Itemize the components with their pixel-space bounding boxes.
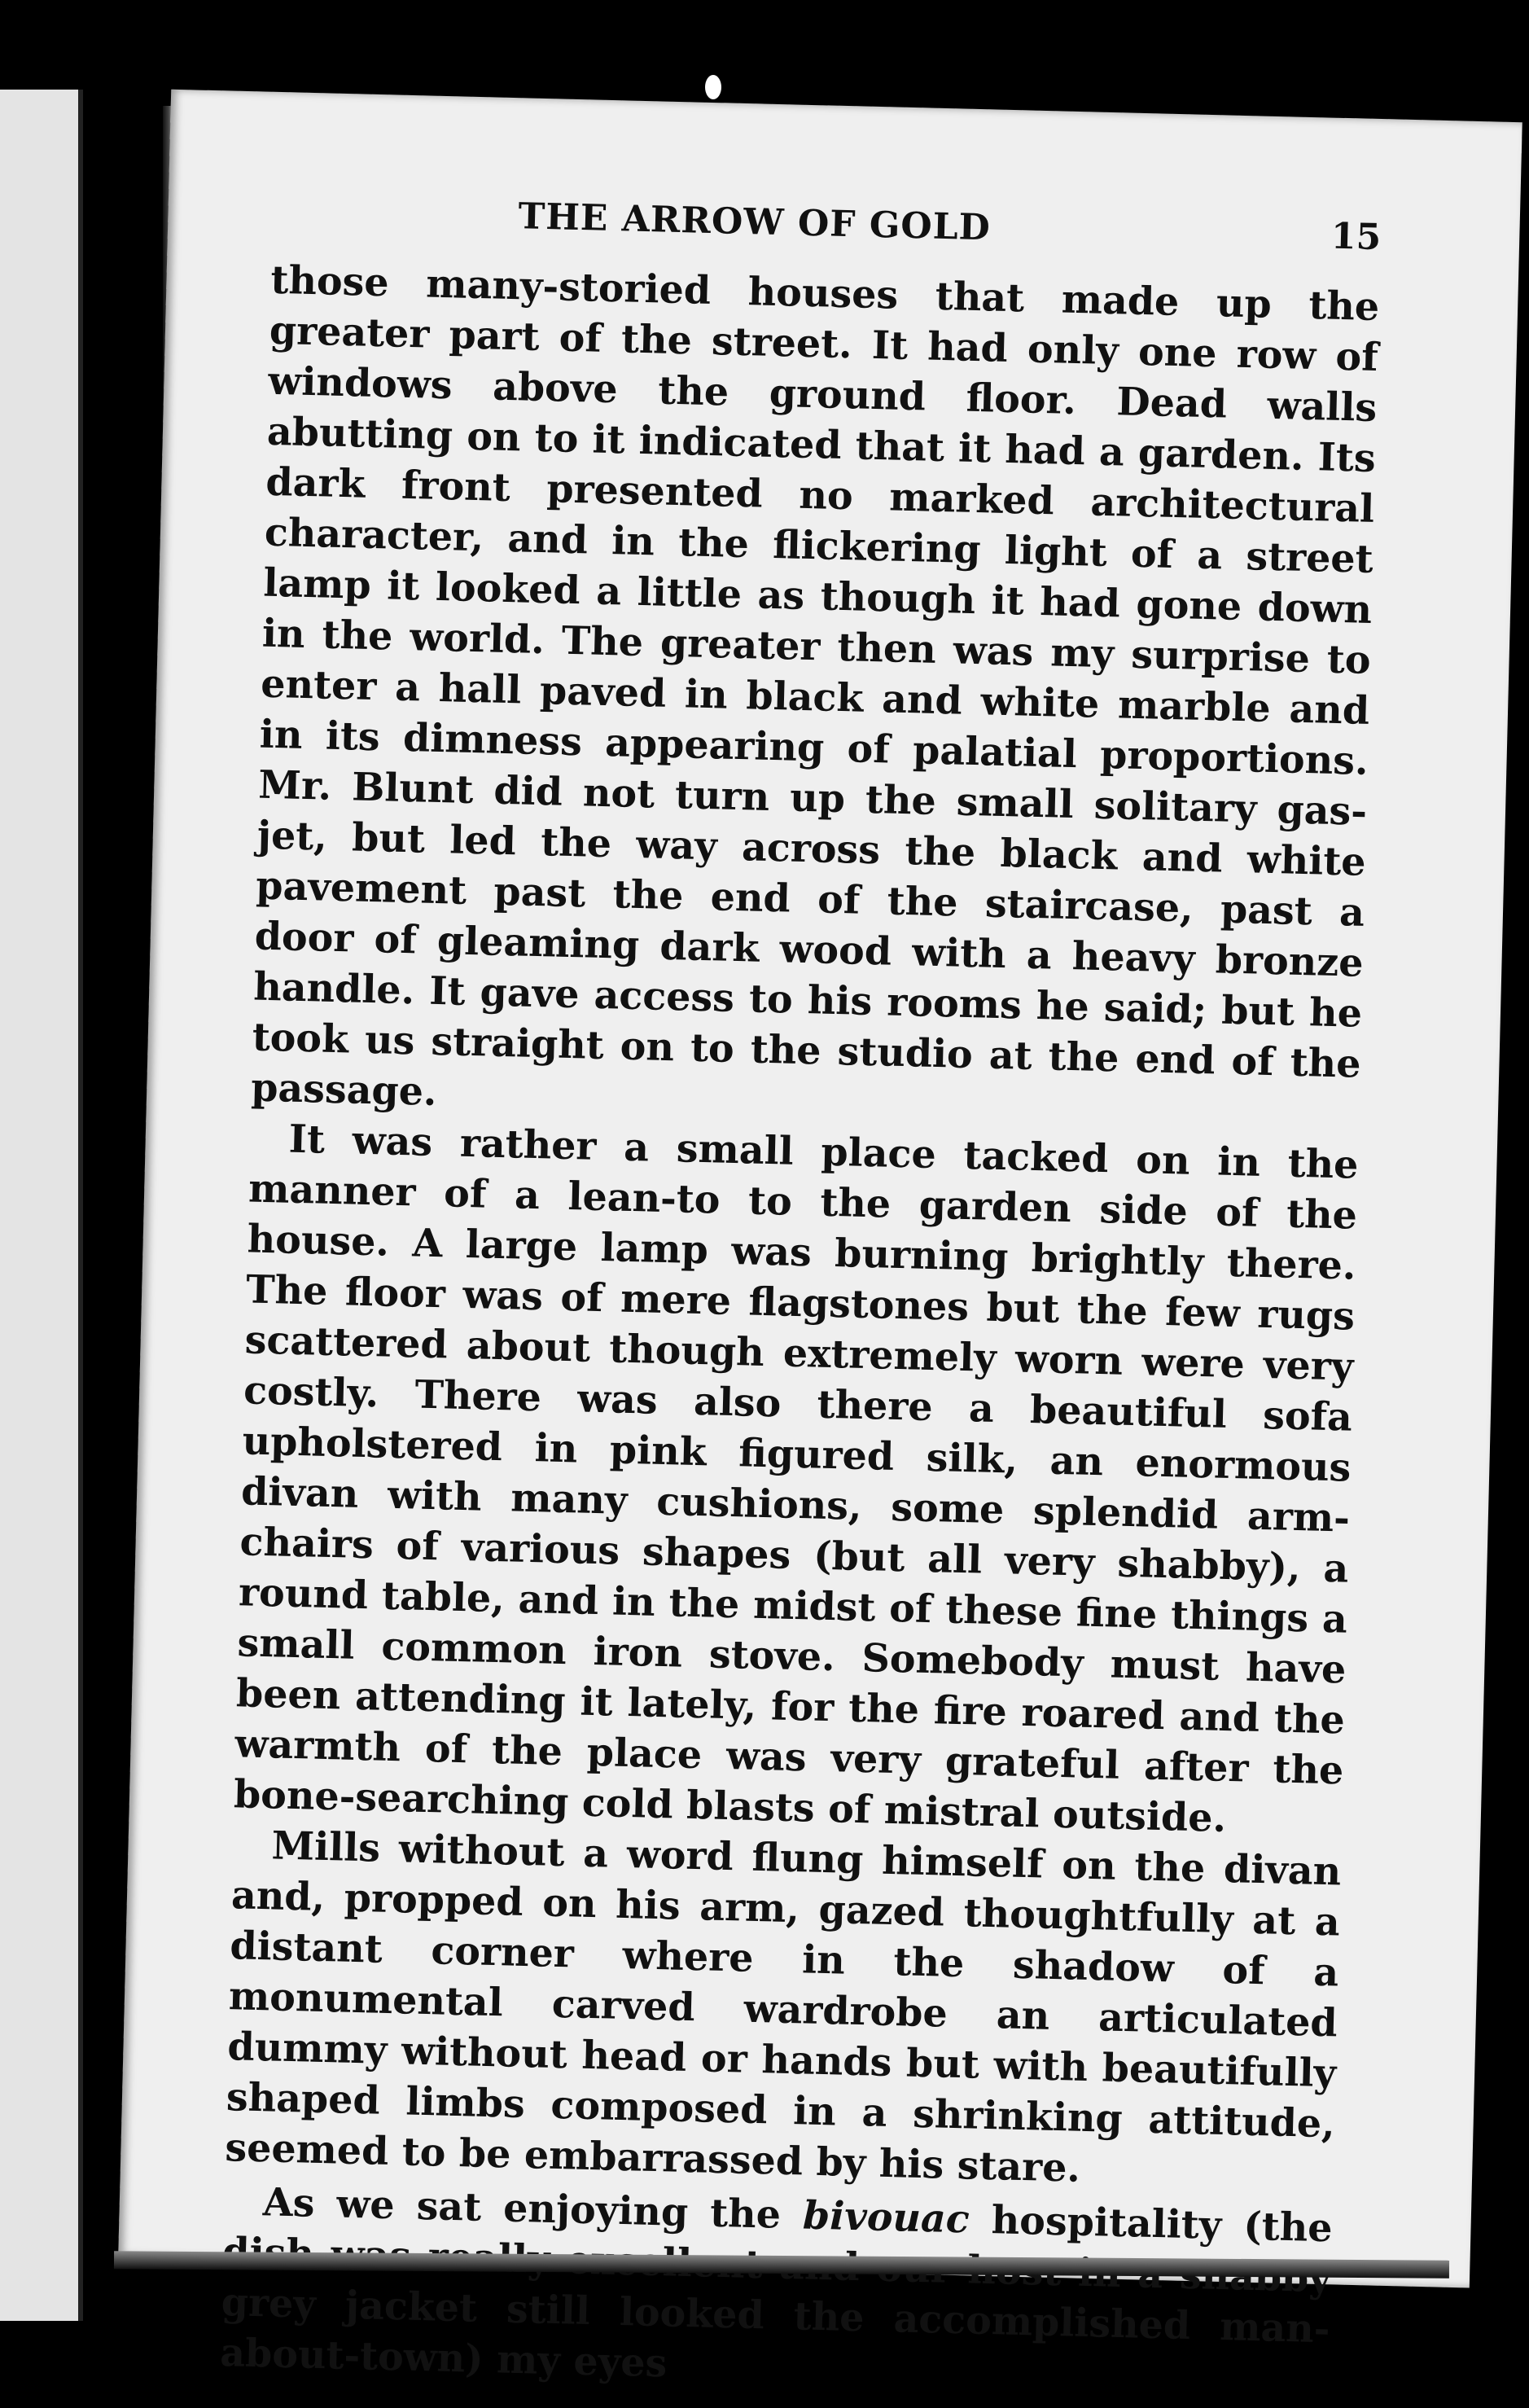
scan-blemish (705, 75, 721, 99)
italic-word: bivouac (802, 2192, 970, 2243)
paragraph-4-end: hospitality (the grey jacket still looked the accomplished man-about-town) my eyes (219, 2197, 1334, 2387)
paragraph-3: Mills without a word flung himself on the divan and, propped on his arm, gazed thoughtfully at a distant corner where in the shadow of a monumental carved wardrobe an articulated dummy without head or hands but with beautifully shaped limbs composed in a shrinking attitude, seemed to be embarrassed by his stare. (224, 1822, 1342, 2191)
page-header (169, 187, 1382, 259)
paragraph-2: It was rather a small place tacked on in the manner of a lean-to to the garden side of the house. A large lamp was burning brightly there. The floor was of mere flagstones but the few rugs scattered about though extremely worn were very costly. There was also there a beautiful sofa upholstered in pink figured silk, an enormous divan with many cushions, some splendid arm-chairs of various shapes (but all very shabby), a round table, and in the midst of these fine things a small common iron stove. Somebody must have been attending it lately, for the fire roared and the warmth of the place was very grateful after the bone-searching cold blasts of mistral outside. (233, 1116, 1360, 1842)
running-title: THE ARROW OF GOLD (517, 195, 992, 249)
paragraph-4 (220, 2176, 1334, 2405)
facing-page-edge (0, 90, 83, 2321)
page-number: 15 (1330, 215, 1382, 259)
book-page (118, 90, 1522, 2387)
paragraph-4-start: As we sat enjoying the (262, 2179, 804, 2239)
body-text (220, 255, 1380, 2405)
paragraph-1: those many-storied houses that made up the greater part of the street. It had only one row of windows above the ground floor. Dead walls abutting on to it indicated that it had a garden. Its dark front presented no marked architectural character, and in the flickering light of a street lamp it looked a little as though it had gone down in the world. The greater then was my surprise to enter a hall paved in black and white marble and in its dimness appearing of palatial proportions. Mr. Blunt did not turn up the small solitary gas-jet, but led the way across the black and white pavement past the end of the staircase, past a door of gleaming dark wood with a heavy bronze handle. It gave access to his rooms he said; but he took us straight on to the studio at the end of the passage. (250, 257, 1380, 1116)
